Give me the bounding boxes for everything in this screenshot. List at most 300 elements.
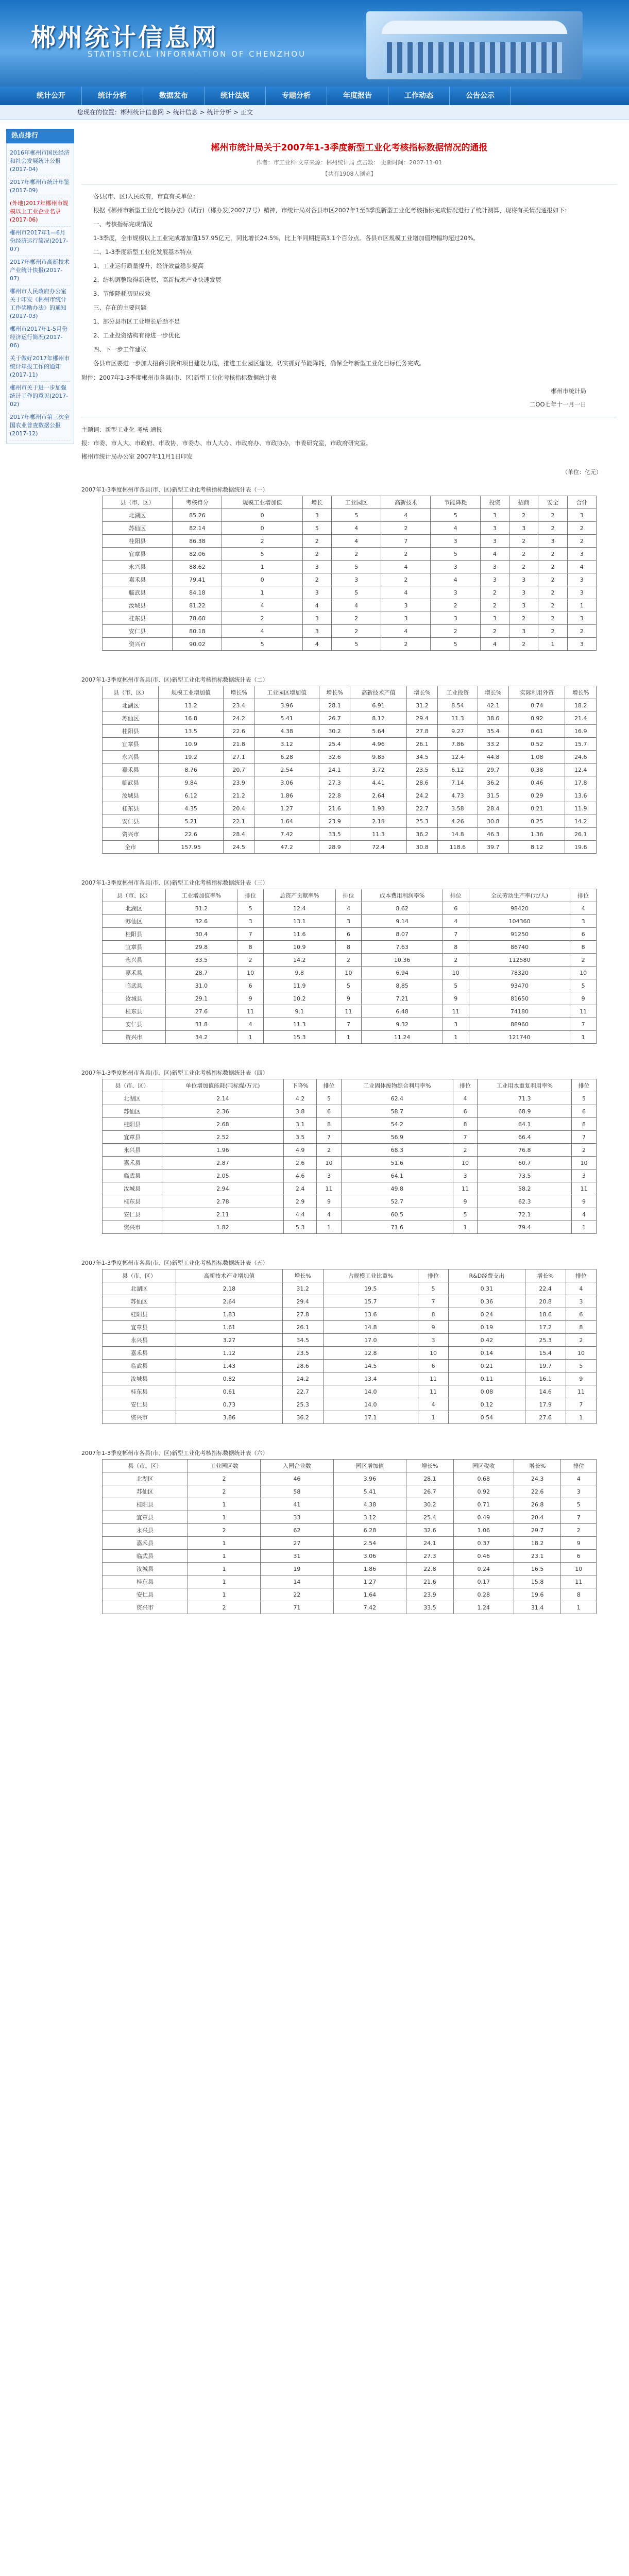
table-cell: 34.2 [165,1031,237,1044]
table-cell: 26.1 [565,828,597,841]
table-row [103,573,597,586]
table-cell: 2 [509,612,538,625]
table-cell: 3 [237,915,264,928]
sidebar-item[interactable]: 郴州市人民政府办公室关于印发《郴州市统计工作奖励办法》的通知(2017-03) [10,285,71,323]
sidebar-item[interactable]: 关于做好2017年郴州市统计年报工作的通知(2017-11) [10,352,71,382]
table-cell: 3 [567,612,596,625]
sidebar-item[interactable]: 2016年郴州市国民经济和社会发展统计公报(2017-04) [10,147,71,176]
table-cell: 11 [335,1005,362,1018]
table-cell: 4 [302,638,331,651]
table-cell: 2 [538,599,567,612]
table-cell: 7.42 [254,828,319,841]
table-cell: 2 [572,1144,597,1157]
table-cell: 2 [188,1601,260,1614]
table-cell: 4.6 [284,1170,317,1182]
table-cell: 2.68 [162,1118,283,1131]
table-cell: 6.91 [350,699,406,712]
article-paragraph: 三、存在的主要问题 [93,304,147,311]
nav-item[interactable]: 工作动态 [388,87,450,105]
table-row [103,1372,597,1385]
table-cell: 0.17 [453,1575,514,1588]
table-cell: 10 [570,967,597,979]
sidebar-item[interactable]: 2017年郴州市第三次全国农业普查数据公报(2017-12) [10,411,71,440]
table-cell: 64.1 [478,1118,572,1131]
table-cell: 85.26 [173,509,222,522]
table-cell: 3 [480,561,509,573]
table-cell: 11 [317,1182,342,1195]
table-cell: 1 [188,1563,260,1575]
table-row [103,1308,597,1321]
table-cell: 0.14 [449,1347,525,1360]
table-cell: 82.14 [173,522,222,535]
table-cell: 10 [443,967,469,979]
table-cell: 20.8 [525,1295,566,1308]
table-cell: 14.0 [323,1398,418,1411]
table-cell: 2 [331,612,381,625]
table-cell: 98420 [469,902,570,915]
table-cell: 4 [566,1282,596,1295]
table-header-cell: 工业投资 [438,686,478,699]
data-table [102,686,597,854]
table-cell: 17.8 [565,776,597,789]
table-header-cell: 增长% [406,686,437,699]
table-cell: 永兴县 [103,561,173,573]
table-cell: 19.6 [514,1588,561,1601]
table-cell: 21.8 [223,738,254,751]
table-cell: 14.5 [323,1360,418,1372]
table-cell: 10.9 [159,738,223,751]
table-cell: 5 [418,1282,448,1295]
table-cell: 1.93 [350,802,406,815]
table-cell: 8 [335,941,362,954]
table-header-cell: 增长% [319,686,350,699]
table-header-row [103,1079,597,1092]
article-paragraph: 二、1-3季度新型工业化发展基本特点 [93,248,192,256]
table-cell: 3.96 [333,1472,406,1485]
table-row [103,548,597,561]
article-paragraph: 2、工业投资结构有待进一步优化 [93,332,180,339]
table-cell: 安仁县 [103,1018,166,1031]
table-cell: 6 [570,928,597,941]
table-cell: 10 [237,967,264,979]
table-cell: 46 [261,1472,333,1485]
table-header-cell: 工业固体废物综合利用率% [341,1079,453,1092]
table-cell: 7 [335,1018,362,1031]
table-cell: 2 [480,586,509,599]
table-cell: 11 [572,1182,597,1195]
table-cell: 资兴市 [103,1221,162,1234]
table-cell: 2.64 [350,789,406,802]
table-cell: 4.26 [438,815,478,828]
table-row [103,561,597,573]
table-cell: 29.4 [406,712,437,725]
table-cell: 2 [381,548,431,561]
table-cell: 1.86 [333,1563,406,1575]
nav-item[interactable]: 年度报告 [327,87,388,105]
nav-item[interactable]: 专题分析 [266,87,327,105]
table-cell: 17.1 [323,1411,418,1424]
table-cell: 21.6 [319,802,350,815]
table-cell: 8 [561,1588,597,1601]
table-cell: 0.46 [453,1550,514,1563]
sign-date: 二OO七年十一月一日 [529,401,586,408]
table-cell: 11 [237,1005,264,1018]
table-cell: 嘉禾县 [103,1347,176,1360]
table-header-cell: 增长% [223,686,254,699]
table-cell: 北湖区 [103,902,166,915]
table-cell: 2 [443,954,469,967]
table-cell: 1 [418,1411,448,1424]
article-paragraph: 根据《郴州市新型工业化考核办法》(试行)（郴办发[2007]7号）精神，市统计局对各县市区2007年1至3季度新型工业化考核指标完成情况进行了统计测算，现将有关情况通报如下： [93,207,571,214]
sidebar-item[interactable]: 郴州市2017年1—6月份经济运行简况(2017-07) [10,227,71,256]
table-header-cell: 增长% [478,686,508,699]
sidebar-item[interactable]: 郴州市关于进一步加强统计工作的意见(2017-02) [10,382,71,411]
table-cell: 2 [381,573,431,586]
table-cell: 28.6 [406,776,437,789]
table-cell: 5 [237,902,264,915]
table-cell: 2 [538,612,567,625]
table-cell: 26.7 [319,712,350,725]
nav-item[interactable]: 统计分析 [82,87,143,105]
unit-label: （单位：亿元） [562,469,602,476]
table-cell: 24.1 [406,1537,454,1550]
table-cell: 4 [381,625,431,638]
article-paragraph: 2、结构调整取得新进展，高新技术产业快速发展 [93,276,222,283]
table-cell: 62.4 [341,1092,453,1105]
building-windows [387,42,562,73]
table-cell: 1.83 [176,1308,282,1321]
table-row [103,1208,597,1221]
table-row [103,699,597,712]
table-header-cell: 排位 [572,1079,597,1092]
table-cell: 7 [561,1511,597,1524]
table-cell: 25.3 [525,1334,566,1347]
table-cell: 1 [566,1411,596,1424]
table-cell: 4.96 [350,738,406,751]
table-cell: 30.2 [406,1498,454,1511]
table-cell: 2 [317,1144,342,1157]
table-cell: 11 [453,1182,478,1195]
nav-item[interactable]: 统计公开 [21,87,82,105]
table-cell: 47.2 [254,841,319,854]
sidebar-item[interactable]: 2017年郴州市高新技术产业统计快报(2017-07) [10,256,71,285]
print-info: 郴州市统计局办公室 2007年11月1日印发 [81,453,193,460]
table-cell: 0 [222,522,302,535]
table-cell: 2 [222,535,302,548]
table-cell: 1 [237,1031,264,1044]
table-cell: 6 [443,902,469,915]
table-cell: 31.2 [165,902,237,915]
table-cell: 73.5 [478,1170,572,1182]
table-cell: 3 [381,599,431,612]
table-row [103,1511,597,1524]
table-cell: 2 [566,1334,596,1347]
table-cell: 2 [237,954,264,967]
table-cell: 0.21 [508,802,565,815]
table-cell: 0.54 [449,1411,525,1424]
table-header-cell: 规模工业增加值 [159,686,223,699]
table-cell: 9 [453,1195,478,1208]
table-cell: 3 [431,535,480,548]
table-cell: 33.5 [406,1601,454,1614]
table-cell: 39.7 [478,841,508,854]
table-cell: 36.2 [282,1411,323,1424]
table-header-cell: 招商 [509,496,538,509]
table-row [103,1485,597,1498]
table-cell: 3.12 [254,738,319,751]
table-cell: 7 [570,1018,597,1031]
table-cell: 71.3 [478,1092,572,1105]
table-cell: 9.84 [159,776,223,789]
table-cell: 7.42 [333,1601,406,1614]
table-cell: 11.9 [263,979,335,992]
table-cell: 3 [567,509,596,522]
table-header-cell: 排位 [237,889,264,902]
table-cell: 22.4 [525,1282,566,1295]
table-cell: 2 [188,1472,260,1485]
table-cell: 3 [381,612,431,625]
table-cell: 嘉禾县 [103,1537,188,1550]
table-header-cell: 排位 [561,1460,597,1472]
table-cell: 3 [418,1334,448,1347]
table-row [103,1601,597,1614]
table-cell: 8 [453,1118,478,1131]
table-cell: 9.32 [362,1018,443,1031]
table-cell: 3 [509,586,538,599]
table-cell: 1.12 [176,1347,282,1360]
table-header-cell: 县（市、区） [103,686,159,699]
table-cell: 4 [222,625,302,638]
table-cell: 14.2 [263,954,335,967]
table-cell: 桂阳县 [103,1118,162,1131]
table-cell: 7.63 [362,941,443,954]
table-header-cell: 县（市、区） [103,496,173,509]
table-cell: 26.1 [406,738,437,751]
table-cell: 1.64 [333,1588,406,1601]
table-cell: 8 [572,1118,597,1131]
table-header-cell: 增长% [514,1460,561,1472]
table-cell: 4.41 [350,776,406,789]
table-header-cell: 高新技术 [381,496,431,509]
table-header-cell: 县（市、区） [103,1460,188,1472]
table-cell: 3 [480,612,509,625]
table-row [103,841,597,854]
table-row [103,1472,597,1485]
sidebar-item[interactable]: 郴州市2017年1-5月份经济运行简况(2017-06) [10,323,71,352]
table-row [103,1347,597,1360]
table-row [103,1092,597,1105]
table-cell: 19.6 [565,841,597,854]
table-header-cell: 排位 [335,889,362,902]
table-row [103,1105,597,1118]
table-cell: 5 [566,1360,596,1372]
table-cell: 2 [335,954,362,967]
table-row [103,1537,597,1550]
data-table [102,1079,597,1234]
table-cell: 5 [317,1092,342,1105]
table-cell: 3 [567,548,596,561]
table-cell: 永兴县 [103,954,166,967]
table-cell: 8 [570,941,597,954]
table-header-row [103,1460,597,1472]
table-cell: 1 [188,1498,260,1511]
table-row [103,1118,597,1131]
table-cell: 11.9 [565,802,597,815]
table-cell: 苏仙区 [103,915,166,928]
table-cell: 28.4 [223,828,254,841]
table-cell: 1 [222,586,302,599]
table-cell: 2 [567,625,596,638]
table-cell: 8.62 [362,902,443,915]
table-cell: 14.0 [323,1385,418,1398]
table-row [103,1182,597,1195]
table-header-cell: 增长% [565,686,597,699]
table-cell: 1 [188,1575,260,1588]
table-cell: 10.36 [362,954,443,967]
table-cell: 6 [572,1105,597,1118]
table-cell: 16.8 [159,712,223,725]
table-header-cell: 工业用水重复利用率% [478,1079,572,1092]
table-cell: 33.5 [165,954,237,967]
table-cell: 31.4 [514,1601,561,1614]
site-header [0,0,629,87]
table-cell: 汝城县 [103,599,173,612]
table-cell: 永兴县 [103,1524,188,1537]
table-cell: 4 [570,902,597,915]
table-cell: 7 [317,1131,342,1144]
table-cell: 79.41 [173,573,222,586]
table-row [103,612,597,625]
table-cell: 4 [331,535,381,548]
table-cell: 0.61 [176,1385,282,1398]
table-cell: 11 [443,1005,469,1018]
table-cell: 12.8 [323,1347,418,1360]
table-caption: 2007年1-3季度郴州市各县(市、区)新型工业化考核指标数据统计表（三） [81,879,268,886]
table-cell: 11 [566,1385,596,1398]
table-cell: 104360 [469,915,570,928]
table-cell: 10 [566,1347,596,1360]
table-cell: 30.2 [319,725,350,738]
table-cell: 44.8 [478,751,508,764]
table-cell: 27.6 [525,1411,566,1424]
table-cell: 0 [222,509,302,522]
table-cell: 68.3 [341,1144,453,1157]
table-header-cell: 排位 [453,1079,478,1092]
table-cell: 汝城县 [103,1563,188,1575]
table-cell: 22.6 [514,1485,561,1498]
table-cell: 1.43 [176,1360,282,1372]
table-cell: 5 [331,638,381,651]
table-cell: 8 [418,1308,448,1321]
table-cell: 25.3 [406,815,437,828]
table-cell: 3 [443,1018,469,1031]
table-cell: 29.1 [165,992,237,1005]
table-row [103,1018,597,1031]
table-cell: 4 [561,1472,597,1485]
table-cell: 桂东县 [103,1195,162,1208]
table-cell: 5 [302,522,331,535]
table-cell: 0.21 [449,1360,525,1372]
table-cell: 苏仙区 [103,1485,188,1498]
table-row [103,738,597,751]
table-cell: 苏仙区 [103,712,159,725]
table-cell: 0.08 [449,1385,525,1398]
article-paragraph: 一、考核指标完成情况 [93,221,152,228]
table-row [103,1398,597,1411]
table-row [103,751,597,764]
table-cell: 桂东县 [103,802,159,815]
table-cell: 3.5 [284,1131,317,1144]
table-cell: 24.6 [565,751,597,764]
table-cell: 2.18 [176,1282,282,1295]
table-cell: 32.6 [319,751,350,764]
table-cell: 8.12 [350,712,406,725]
table-cell: 3 [431,561,480,573]
attachment-label[interactable]: 附件：2007年1-3季度郴州市各县(市、区)新型工业化考核指标数据统计表 [81,374,277,381]
table-cell: 4 [480,638,509,651]
table-row [103,992,597,1005]
table-cell: 3 [331,573,381,586]
table-cell: 0.36 [449,1295,525,1308]
table-header-row [103,686,597,699]
table-cell: 0.38 [508,764,565,776]
table-cell: 22.6 [159,828,223,841]
sidebar-item[interactable]: 2017年郴州市统计年鉴(2017-09) [10,176,71,197]
table-cell: 91250 [469,928,570,941]
table-cell: 3 [302,561,331,573]
table-cell: 11.24 [362,1031,443,1044]
site-logo[interactable]: 郴州统计信息网 [31,23,219,52]
table-cell: 30.8 [478,815,508,828]
table-cell: 71 [261,1601,333,1614]
table-row [103,1031,597,1044]
table-cell: 15.7 [323,1295,418,1308]
nav-item[interactable]: 统计法规 [205,87,266,105]
table-cell: 3.06 [333,1550,406,1563]
nav-item[interactable]: 公告公示 [450,87,511,105]
table-cell: 9 [570,992,597,1005]
table-row [103,1131,597,1144]
nav-item[interactable]: 数据发布 [143,87,205,105]
sidebar-item[interactable]: (外地)2017年郴州市规模以上工业企业名录(2017-06) [10,197,71,227]
table-cell: 29.7 [478,764,508,776]
table-cell: 33.2 [478,738,508,751]
table-cell: 60.7 [478,1157,572,1170]
table-cell: 7 [418,1295,448,1308]
table-header-cell: 县（市、区） [103,1079,162,1092]
distribution-list: 报：市委、市人大、市政府、市政协，市委办、市人大办、市政府办、市政协办，市委研究室，市政府研究室。 [81,439,372,447]
table-cell: 3 [570,915,597,928]
table-cell: 13.6 [565,789,597,802]
table-cell: 2.94 [162,1182,283,1195]
table-cell: 临武县 [103,1360,176,1372]
table-header-cell: 增长% [282,1269,323,1282]
table-cell: 0.71 [453,1498,514,1511]
table-cell: 2.4 [284,1182,317,1195]
table-cell: 4.2 [284,1092,317,1105]
table-cell: 2 [538,548,567,561]
table-cell: 0 [222,573,302,586]
table-cell: 86.38 [173,535,222,548]
table-cell: 4 [331,522,381,535]
table-cell: 36.2 [478,776,508,789]
table-cell: 4 [237,1018,264,1031]
table-cell: 1.06 [453,1524,514,1537]
table-cell: 46.3 [478,828,508,841]
table-cell: 2.36 [162,1105,283,1118]
table-cell: 9.85 [350,751,406,764]
table-cell: 3 [480,573,509,586]
